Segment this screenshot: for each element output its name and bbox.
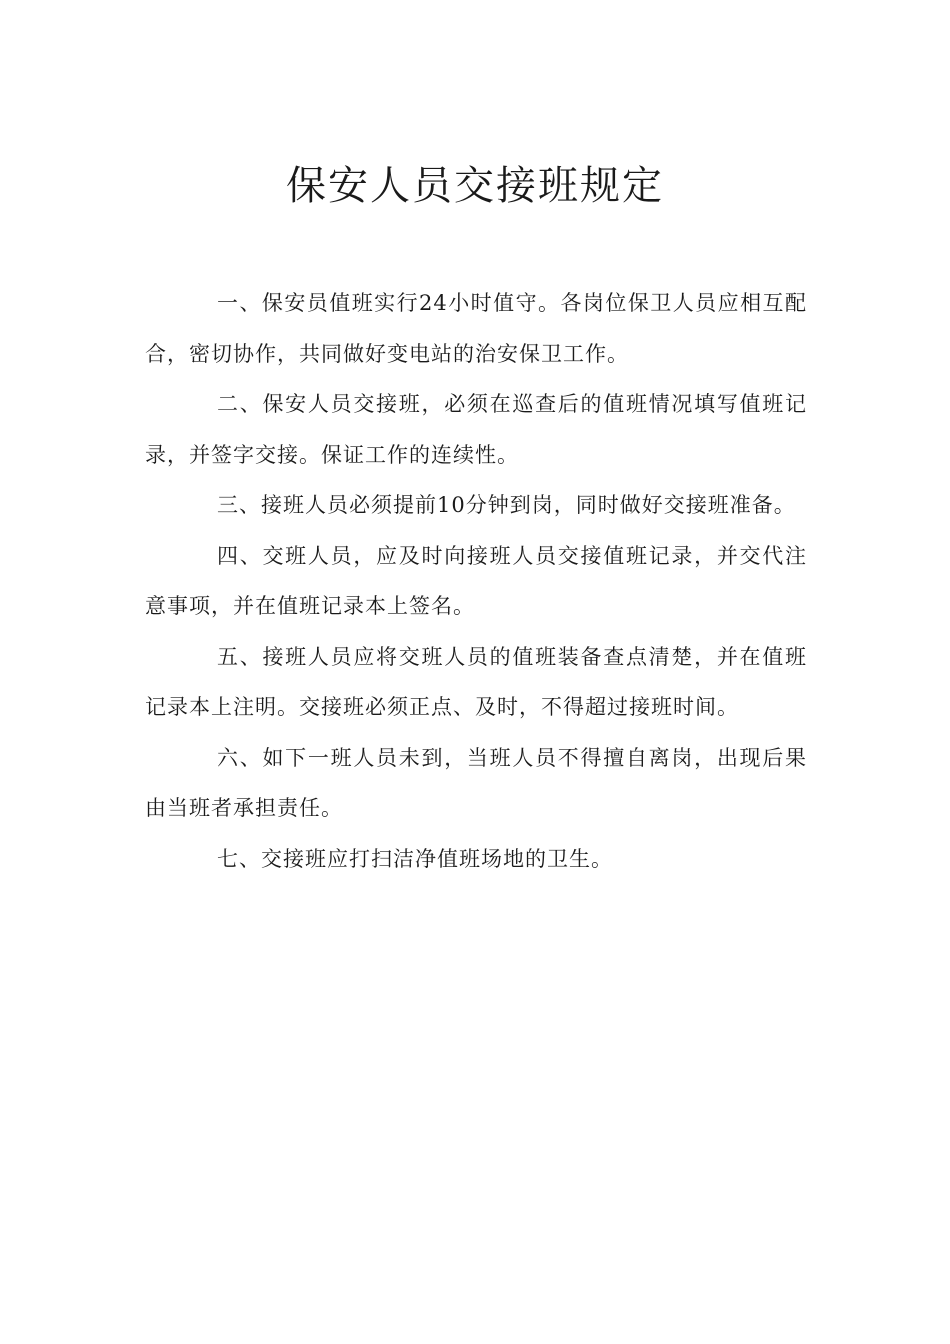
clause-3: 三、接班人员必须提前10分钟到岗，同时做好交接班准备。 bbox=[217, 493, 796, 517]
clause-7: 七、交接班应打扫洁净值班场地的卫生。 bbox=[217, 846, 613, 871]
clause-6: 六、如下一班人员未到，当班人员不得擅自离岗，出现后果由当班者承担责任。 bbox=[145, 745, 807, 820]
clause-5: 五、接班人员应将交班人员的值班装备查点清楚，并在值班记录本上注明。交接班必须正点、及时，不得超过接班时间。 bbox=[145, 644, 807, 719]
clause-1: 一、保安员值班实行24小时值守。各岗位保卫人员应相互配合，密切协作，共同做好变电站的治安保卫工作。 bbox=[145, 291, 807, 366]
clause-4: 四、交班人员，应及时向接班人员交接值班记录，并交代注意事项，并在值班记录本上签名。 bbox=[145, 543, 807, 618]
document-body bbox=[145, 278, 807, 884]
clause-2: 二、保安人员交接班，必须在巡查后的值班情况填写值班记录，并签字交接。保证工作的连续性。 bbox=[145, 392, 807, 467]
document-title: 保安人员交接班规定 bbox=[286, 163, 664, 209]
